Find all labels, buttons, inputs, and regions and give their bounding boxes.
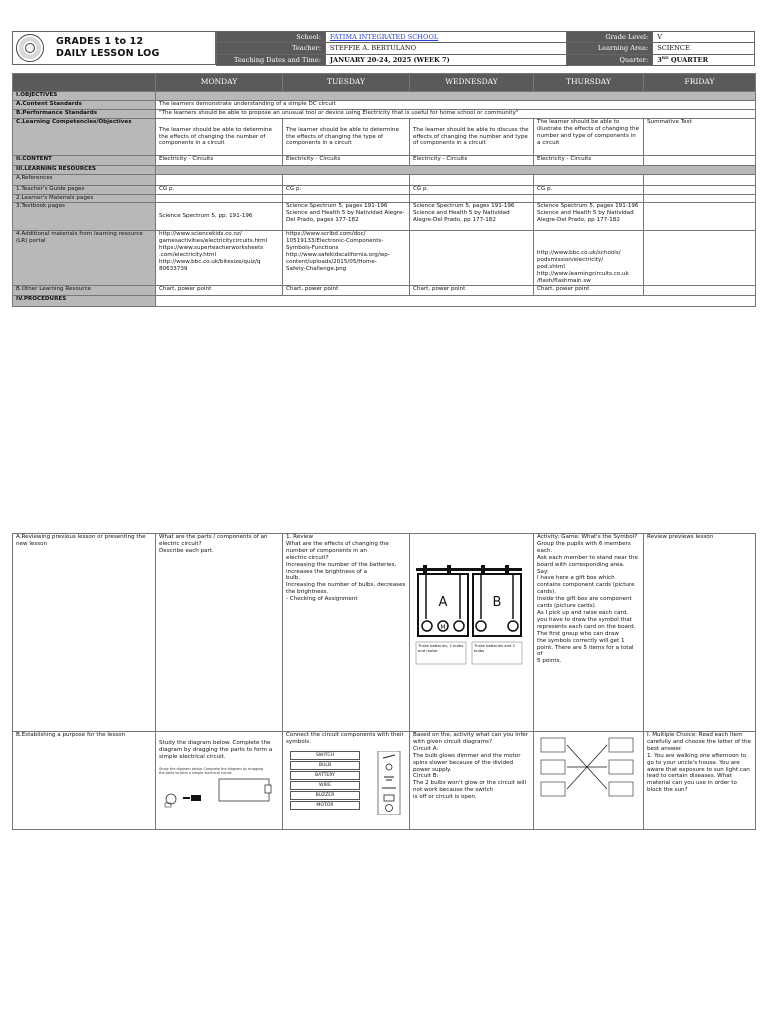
label-other-resource: B.Other Learning Resource bbox=[13, 286, 156, 296]
performance-standards-text: "The learners should be able to propose an unusual tool or device using Electricity that is useful for home school or community" bbox=[156, 110, 756, 119]
tg-tuesday: CG p. bbox=[283, 186, 410, 195]
label-additional-materials: 4.Additional materials from learning resource (LR) portal bbox=[13, 231, 156, 286]
other-friday bbox=[644, 286, 756, 296]
circuit-b-caption: Three batteries and 2 bulbs bbox=[474, 643, 516, 653]
references-wednesday bbox=[410, 175, 534, 186]
tg-friday bbox=[644, 186, 756, 195]
day-header-thursday: THURSDAY bbox=[534, 74, 644, 92]
label-textbook-pages: 3.Textbook pages bbox=[13, 203, 156, 231]
day-header-friday: FRIDAY bbox=[644, 74, 756, 92]
section-learning-resources-fill bbox=[156, 166, 756, 175]
day-header-monday: MONDAY bbox=[156, 74, 283, 92]
purpose-tuesday bbox=[283, 732, 410, 830]
school-value: FATIMA INTEGRATED SCHOOL bbox=[325, 32, 566, 43]
content-standards-text: The learners demonstrate understanding of a simple DC circuit bbox=[156, 101, 756, 110]
references-monday bbox=[156, 175, 283, 186]
title-line-2: DAILY LESSON LOG bbox=[56, 48, 160, 59]
textbook-wednesday: Science Spectrum 5, pages 191-196 Science and Health 5 by Natividad Alegre-Del Prado, pp 177-182 bbox=[410, 203, 534, 231]
textbook-tuesday: Science Spectrum 5, pages 191-196 Science and Health 5 by Natividad Alegre-Del Prado, pages 177-182 bbox=[283, 203, 410, 231]
title-block bbox=[12, 31, 216, 65]
motor-label: M bbox=[440, 624, 446, 631]
teacher-label: Teacher: bbox=[217, 43, 326, 54]
textbook-monday: Science Spectrum 5, pp. 191-196 bbox=[156, 203, 283, 231]
additional-wednesday bbox=[410, 231, 534, 286]
grade-level-label: Grade Level: bbox=[567, 32, 653, 43]
competency-thursday: The learner should be able to illustrate the effects of changing the number and type of components in a circuit bbox=[534, 119, 644, 156]
component-chip: MOTOR bbox=[290, 801, 360, 810]
learning-area-label: Learning Area: bbox=[567, 43, 653, 54]
drag-circuit-figure bbox=[159, 767, 279, 811]
other-thursday: Chart, power point bbox=[534, 286, 644, 296]
purpose-monday-text: Study the diagram below. Complete the diagram by dragging the parts to form a simple electrical circuit. bbox=[159, 740, 273, 760]
other-monday: Chart, power point bbox=[156, 286, 283, 296]
label-references: A.References bbox=[13, 175, 156, 186]
procedures-table bbox=[12, 533, 756, 830]
circuit-b-label: B bbox=[492, 595, 502, 610]
other-wednesday: Chart, power point bbox=[410, 286, 534, 296]
day-header-tuesday: TUESDAY bbox=[283, 74, 410, 92]
additional-tuesday: https://www.scribd.com/doc/ 10519133/Electronic-Components- Symbols-Functions http://www.safekidscalifornia.org/wp- content/uploads/2015/05/Home- Safety-Challenge.png bbox=[283, 231, 410, 286]
circuit-matching-icon bbox=[537, 734, 637, 804]
tg-thursday: CG p. bbox=[534, 186, 644, 195]
competency-tuesday: The learner should be able to determine the effects of changing the type of components in a circuit bbox=[283, 119, 410, 156]
content-tuesday: Electricity - Circuits bbox=[283, 156, 410, 166]
header-info-table bbox=[216, 31, 755, 66]
reviewing-tuesday: 1. Review What are the effects of changing the number of components in an electric circuit? Increasing the number of the batteries, increases the brightness of a bulb. Increasing the number of bulbs, decreases the brightness. - Checking of Assignment bbox=[283, 534, 410, 732]
lm-wednesday bbox=[410, 195, 534, 203]
circuit-diagram-ab bbox=[413, 564, 530, 692]
purpose-tuesday-text: Connect the circuit components with their symbols. bbox=[286, 732, 404, 745]
lm-friday bbox=[644, 195, 756, 203]
purpose-wednesday: Based on the, activity what can you infer with given circuit diagrams? Circuit A: The bulb glows dimmer and the motor spins slower because of the divided power supply. Circuit B: The 2 bulbs won't glow or the circuit will not work because the switch is off or circuit is open. bbox=[410, 732, 534, 830]
corner-cell bbox=[13, 74, 156, 92]
quarter-value: 3RD QUARTER bbox=[653, 54, 755, 65]
reviewing-friday: Review previews lesson bbox=[644, 534, 756, 732]
section-objectives: I.OBJECTIVES bbox=[13, 92, 156, 101]
teaching-dates-label: Teaching Dates and Time: bbox=[217, 54, 326, 65]
document-title bbox=[56, 36, 159, 60]
day-header-wednesday: WEDNESDAY bbox=[410, 74, 534, 92]
label-reviewing: A.Reviewing previous lesson or presenting the new lesson bbox=[13, 534, 156, 732]
lesson-plan-table bbox=[12, 73, 756, 307]
component-chip: WIRE bbox=[290, 781, 360, 790]
section-procedures: IV.PROCEDURES bbox=[13, 296, 156, 307]
circuit-a-caption: Three batteries, 2 bulbs and motor bbox=[418, 643, 464, 653]
textbook-friday bbox=[644, 203, 756, 231]
competency-wednesday: The learner should be able to discuss the effects of changing the number and type of components in a circuit bbox=[410, 119, 534, 156]
reviewing-monday: What are the parts / components of an electric circuit? Describe each part. bbox=[156, 534, 283, 732]
component-chip: BULB bbox=[290, 761, 360, 770]
drag-circuit-svg bbox=[159, 775, 277, 809]
other-tuesday: Chart, power point bbox=[283, 286, 410, 296]
learning-area-value: SCIENCE bbox=[653, 43, 755, 54]
tg-monday: CG p. bbox=[156, 186, 283, 195]
figure-instructions: Study the diagram below. Complete the diagram by dragging the parts to form a simple electrical circuit. bbox=[159, 766, 264, 775]
textbook-thursday: Science Spectrum 5, pages 191-196 Science and Health 5 by Natividad Alegre-Del Prado, pp 177-182 bbox=[534, 203, 644, 231]
reviewing-thursday: Activity: Game: What's the Symbol? Group the pupils with 6 members each. Ask each member to stand near the board with corresponding area. Say: I have here a gift box which contains component cards (picture cards). Inside the gift box are component cards (picture cards). As I pick up and raise each card, you have to draw the symbol that represents each card on the board. The first group who can draw the symbols correctly will get 1 point. There are 5 items for a total of 5 points. bbox=[534, 534, 644, 732]
grade-level-value: V bbox=[653, 32, 755, 43]
label-purpose: B.Establishing a purpose for the lesson bbox=[13, 732, 156, 830]
circuit-a-label: A bbox=[438, 595, 448, 610]
additional-monday: http://www.sciencekids.co.nz/ gamesactivities/electricitycircuits.html https://www.superteacherworksheets .com/electricity.html http://www.bbc.co.uk/bitesize/quiz/q 80633739 bbox=[156, 231, 283, 286]
competency-friday: Summative Test bbox=[644, 119, 756, 156]
label-competencies: C.Learning Competencies/Objectives bbox=[13, 119, 156, 156]
purpose-thursday bbox=[534, 732, 644, 830]
content-monday: Electricity - Circuits bbox=[156, 156, 283, 166]
deped-seal-icon bbox=[16, 34, 44, 62]
circuit-ab-image bbox=[413, 564, 525, 689]
teacher-value: STEFFIE A. BERTULANO bbox=[325, 43, 566, 54]
references-thursday bbox=[534, 175, 644, 186]
label-teachers-guide: 1.Teacher's Guide pages bbox=[13, 186, 156, 195]
purpose-monday bbox=[156, 732, 283, 830]
title-line-1: GRADES 1 to 12 bbox=[56, 36, 144, 47]
lm-monday bbox=[156, 195, 283, 203]
label-learners-materials: 2.Learner's Materials pages bbox=[13, 195, 156, 203]
additional-friday bbox=[644, 231, 756, 286]
label-content: II.CONTENT bbox=[13, 156, 156, 166]
component-names-list bbox=[286, 751, 360, 815]
additional-thursday: http://www.bbc.co.uk/schools/ podsmission/electricity/ pod.shtml http://www.learningcircuits.co.uk /flash/flashmain.sw bbox=[534, 231, 644, 286]
teaching-dates-value: JANUARY 20-24, 2025 (WEEK 7) bbox=[325, 54, 566, 65]
references-tuesday bbox=[283, 175, 410, 186]
tg-wednesday: CG p. bbox=[410, 186, 534, 195]
content-wednesday: Electricity - Circuits bbox=[410, 156, 534, 166]
lm-tuesday bbox=[283, 195, 410, 203]
competency-monday: The learner should be able to determine the effects of changing the number of components in a circuit bbox=[156, 119, 283, 156]
quarter-label: Quarter: bbox=[567, 54, 653, 65]
content-friday bbox=[644, 156, 756, 166]
school-label: School: bbox=[217, 32, 326, 43]
section-objectives-fill bbox=[156, 92, 756, 101]
lm-thursday bbox=[534, 195, 644, 203]
references-friday bbox=[644, 175, 756, 186]
label-performance-standards: B.Performance Standards bbox=[13, 110, 156, 119]
label-content-standards: A.Content Standards bbox=[13, 101, 156, 110]
content-thursday: Electricity - Circuits bbox=[534, 156, 644, 166]
section-procedures-fill bbox=[156, 296, 756, 307]
purpose-friday: I. Multiple Choice: Read each item carefully and choose the letter of the best answer. 1. You are walking one afternoon to go to your uncle's house. You are aware that exposure to sun light can lead to certain diseases. What material can you use in order to block the sun? bbox=[644, 732, 756, 830]
component-symbols-icon bbox=[376, 751, 404, 815]
component-chip: BATTERY bbox=[290, 771, 360, 780]
reviewing-wednesday bbox=[410, 534, 534, 732]
component-chip: BUZZER bbox=[290, 791, 360, 800]
section-learning-resources: III.LEARNING RESOURCES bbox=[13, 166, 156, 175]
component-chip: SWITCH bbox=[290, 751, 360, 760]
